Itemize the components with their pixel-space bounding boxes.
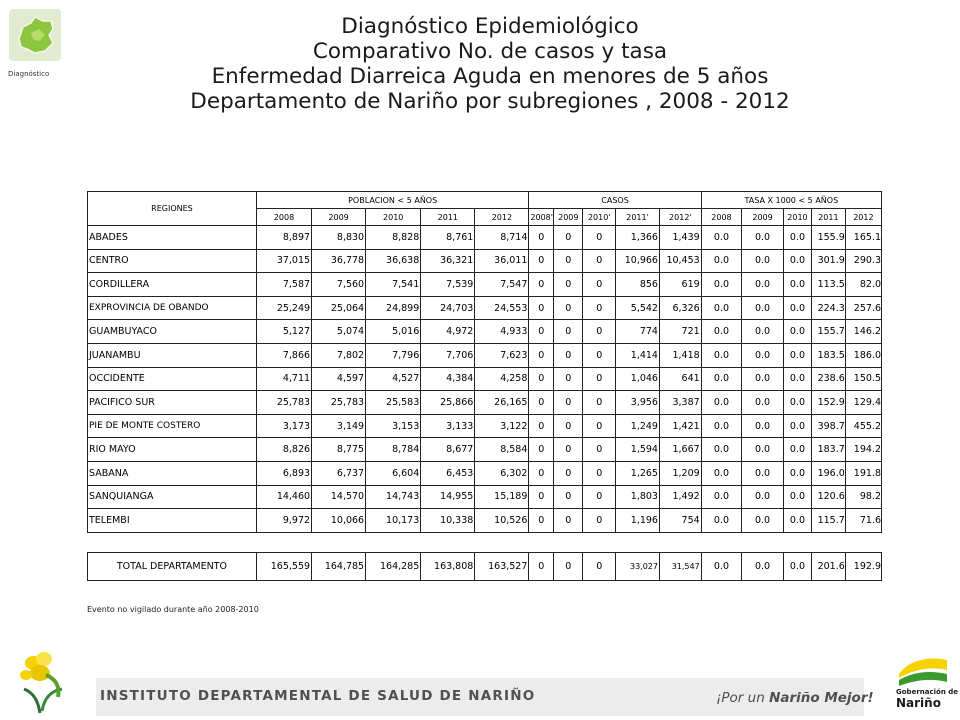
casos-cell: 0 (529, 343, 554, 367)
table-row (88, 509, 882, 533)
poblacion-cell: 4,597 (312, 367, 366, 391)
tasa-cell: 113.5 (812, 273, 846, 297)
poblacion-cell: 10,526 (475, 509, 529, 533)
tasa-year-header: 2011 (812, 209, 846, 226)
casos-year-header: 2012' (659, 209, 701, 226)
tasa-cell: 0.0 (742, 320, 784, 344)
tasa-cell: 0.0 (701, 367, 742, 391)
tasa-cell: 192.9 (845, 552, 881, 580)
casos-cell: 856 (616, 273, 660, 297)
casos-cell: 1,265 (616, 461, 660, 485)
casos-cell: 0 (583, 367, 616, 391)
tasa-cell: 0.0 (742, 296, 784, 320)
casos-cell: 0 (554, 461, 583, 485)
poblacion-cell: 25,583 (366, 391, 421, 415)
tasa-cell: 0.0 (742, 509, 784, 533)
poblacion-cell: 3,149 (312, 414, 366, 438)
regions-header: REGIONES (88, 192, 257, 226)
region-name: TOTAL DEPARTAMENTO (88, 552, 257, 580)
casos-cell: 0 (583, 391, 616, 415)
region-name: RIO MAYO (88, 438, 257, 462)
casos-cell: 774 (616, 320, 660, 344)
region-name: PIE DE MONTE COSTERO (88, 414, 257, 438)
region-name: OCCIDENTE (88, 367, 257, 391)
poblacion-cell: 8,897 (256, 226, 311, 250)
casos-cell: 3,956 (616, 391, 660, 415)
logo-caption: Diagnóstico (8, 70, 50, 78)
tasa-cell: 0.0 (701, 320, 742, 344)
casos-cell: 1,046 (616, 367, 660, 391)
casos-cell: 10,966 (616, 249, 660, 273)
footnote: Evento no vigilado durante año 2008-2010 (87, 605, 259, 614)
slogan (716, 690, 874, 706)
tasa-cell: 0.0 (783, 485, 811, 509)
tasa-cell: 150.5 (845, 367, 881, 391)
tasa-cell: 0.0 (742, 249, 784, 273)
casos-year-header: 2009 (554, 209, 583, 226)
region-name: GUAMBUYACO (88, 320, 257, 344)
poblacion-cell: 7,796 (366, 343, 421, 367)
tasa-cell: 186.0 (845, 343, 881, 367)
tasa-cell: 146.2 (845, 320, 881, 344)
poblacion-cell: 10,173 (366, 509, 421, 533)
poblacion-cell: 5,074 (312, 320, 366, 344)
poblacion-cell: 4,384 (421, 367, 475, 391)
poblacion-cell: 3,133 (421, 414, 475, 438)
casos-cell: 619 (659, 273, 701, 297)
narino-map-icon (9, 9, 61, 61)
casos-cell: 1,414 (616, 343, 660, 367)
tasa-cell: 0.0 (742, 226, 784, 250)
poblacion-cell: 5,016 (366, 320, 421, 344)
casos-cell: 1,209 (659, 461, 701, 485)
casos-cell: 0 (583, 296, 616, 320)
tasa-cell: 0.0 (783, 367, 811, 391)
casos-cell: 0 (554, 249, 583, 273)
poblacion-cell: 165,559 (256, 552, 311, 580)
table-row (88, 226, 882, 250)
poblacion-cell: 164,285 (366, 552, 421, 580)
poblacion-cell: 7,560 (312, 273, 366, 297)
casos-cell: 0 (583, 249, 616, 273)
tasa-cell: 194.2 (845, 438, 881, 462)
poblacion-cell: 8,677 (421, 438, 475, 462)
tasa-cell: 0.0 (742, 414, 784, 438)
casos-cell: 0 (529, 249, 554, 273)
slogan-prefix: ¡Por un (716, 690, 770, 706)
region-name: SABANA (88, 461, 257, 485)
casos-cell: 6,326 (659, 296, 701, 320)
casos-cell: 0 (554, 485, 583, 509)
tasa-cell: 201.6 (812, 552, 846, 580)
poblacion-cell: 4,258 (475, 367, 529, 391)
epidemiology-table (87, 191, 882, 581)
casos-cell: 1,667 (659, 438, 701, 462)
poblacion-cell: 163,808 (421, 552, 475, 580)
tasa-cell: 0.0 (742, 461, 784, 485)
tasa-cell: 0.0 (701, 485, 742, 509)
casos-cell: 0 (529, 552, 554, 580)
tasa-cell: 183.7 (812, 438, 846, 462)
diagnostico-logo (9, 9, 61, 61)
casos-cell: 0 (583, 273, 616, 297)
tasa-cell: 0.0 (783, 461, 811, 485)
poblacion-cell: 36,011 (475, 249, 529, 273)
casos-cell: 0 (554, 414, 583, 438)
poblacion-cell: 3,153 (366, 414, 421, 438)
poblacion-cell: 8,826 (256, 438, 311, 462)
tasa-cell: 183.5 (812, 343, 846, 367)
poblacion-cell: 25,783 (256, 391, 311, 415)
poblacion-cell: 4,933 (475, 320, 529, 344)
casos-cell: 0 (529, 367, 554, 391)
tasa-cell: 455.2 (845, 414, 881, 438)
casos-year-header: 2011' (616, 209, 660, 226)
tasa-cell: 301.9 (812, 249, 846, 273)
poblacion-cell: 3,173 (256, 414, 311, 438)
pob-year-header: 2012 (475, 209, 529, 226)
tasa-cell: 0.0 (701, 552, 742, 580)
poblacion-cell: 36,321 (421, 249, 475, 273)
tasa-year-header: 2009 (742, 209, 784, 226)
poblacion-cell: 6,453 (421, 461, 475, 485)
poblacion-cell: 10,066 (312, 509, 366, 533)
poblacion-cell: 15,189 (475, 485, 529, 509)
tasa-cell: 155.7 (812, 320, 846, 344)
gobernacion-line1: Gobernación de (896, 688, 959, 696)
casos-cell: 10,453 (659, 249, 701, 273)
casos-cell: 0 (554, 343, 583, 367)
table-row (88, 367, 882, 391)
poblacion-cell: 37,015 (256, 249, 311, 273)
casos-cell: 1,803 (616, 485, 660, 509)
tasa-cell: 0.0 (742, 391, 784, 415)
tasa-cell: 238.6 (812, 367, 846, 391)
poblacion-cell: 7,802 (312, 343, 366, 367)
casos-cell: 0 (554, 391, 583, 415)
table-row (88, 343, 882, 367)
tasa-cell: 0.0 (783, 320, 811, 344)
casos-cell: 0 (583, 320, 616, 344)
casos-cell: 5,542 (616, 296, 660, 320)
table-row (88, 414, 882, 438)
poblacion-cell: 7,541 (366, 273, 421, 297)
casos-cell: 0 (583, 343, 616, 367)
poblacion-cell: 163,527 (475, 552, 529, 580)
poblacion-cell: 26,165 (475, 391, 529, 415)
casos-cell: 0 (529, 273, 554, 297)
pob-year-header: 2008 (256, 209, 311, 226)
casos-cell: 1,492 (659, 485, 701, 509)
casos-cell: 0 (583, 461, 616, 485)
casos-cell: 0 (583, 552, 616, 580)
poblacion-cell: 25,866 (421, 391, 475, 415)
poblacion-cell: 14,460 (256, 485, 311, 509)
casos-cell: 0 (554, 367, 583, 391)
poblacion-cell: 14,955 (421, 485, 475, 509)
poblacion-cell: 14,743 (366, 485, 421, 509)
tasa-cell: 0.0 (783, 296, 811, 320)
region-name: TELEMBI (88, 509, 257, 533)
poblacion-header: POBLACION < 5 AÑOS (256, 192, 529, 209)
poblacion-cell: 4,711 (256, 367, 311, 391)
casos-cell: 0 (529, 226, 554, 250)
poblacion-cell: 3,122 (475, 414, 529, 438)
poblacion-cell: 7,706 (421, 343, 475, 367)
table-row (88, 485, 882, 509)
tasa-cell: 398.7 (812, 414, 846, 438)
poblacion-cell: 24,553 (475, 296, 529, 320)
casos-cell: 0 (554, 296, 583, 320)
pob-year-header: 2011 (421, 209, 475, 226)
casos-year-header: 2010' (583, 209, 616, 226)
poblacion-cell: 24,703 (421, 296, 475, 320)
poblacion-cell: 8,830 (312, 226, 366, 250)
tasa-cell: 0.0 (742, 485, 784, 509)
poblacion-cell: 8,828 (366, 226, 421, 250)
poblacion-cell: 25,783 (312, 391, 366, 415)
casos-cell: 1,366 (616, 226, 660, 250)
tasa-cell: 0.0 (783, 249, 811, 273)
spacer-cell (88, 532, 882, 552)
poblacion-cell: 8,761 (421, 226, 475, 250)
tasa-cell: 0.0 (783, 273, 811, 297)
casos-cell: 1,421 (659, 414, 701, 438)
title-line-4: Departamento de Nariño por subregiones , 2008 - 2012 (190, 89, 790, 114)
institute-name: INSTITUTO DEPARTAMENTAL DE SALUD DE NARIÑO (100, 688, 536, 704)
tasa-cell: 196.0 (812, 461, 846, 485)
table-row (88, 438, 882, 462)
table-row (88, 320, 882, 344)
tasa-cell: 98.2 (845, 485, 881, 509)
tasa-cell: 120.6 (812, 485, 846, 509)
casos-cell: 0 (583, 485, 616, 509)
tasa-year-header: 2010 (783, 209, 811, 226)
table-row (88, 296, 882, 320)
casos-cell: 0 (529, 320, 554, 344)
casos-cell: 0 (554, 509, 583, 533)
tasa-cell: 71.6 (845, 509, 881, 533)
region-name: CORDILLERA (88, 273, 257, 297)
tasa-cell: 0.0 (742, 552, 784, 580)
tasa-cell: 224.3 (812, 296, 846, 320)
poblacion-cell: 8,775 (312, 438, 366, 462)
poblacion-cell: 7,866 (256, 343, 311, 367)
tasa-cell: 0.0 (742, 273, 784, 297)
flower-logo-icon (10, 645, 80, 715)
casos-cell: 1,439 (659, 226, 701, 250)
casos-cell: 0 (583, 226, 616, 250)
poblacion-cell: 8,784 (366, 438, 421, 462)
casos-cell: 754 (659, 509, 701, 533)
casos-cell: 3,387 (659, 391, 701, 415)
casos-cell: 0 (554, 438, 583, 462)
table-row (88, 391, 882, 415)
casos-cell: 0 (529, 461, 554, 485)
pob-year-header: 2010 (366, 209, 421, 226)
slogan-bold: Nariño Mejor! (769, 690, 874, 706)
poblacion-cell: 36,638 (366, 249, 421, 273)
casos-cell: 0 (529, 414, 554, 438)
poblacion-cell: 25,249 (256, 296, 311, 320)
poblacion-cell: 24,899 (366, 296, 421, 320)
spacer-row (88, 532, 882, 552)
tasa-header: TASA X 1000 < 5 AÑOS (701, 192, 881, 209)
tasa-cell: 0.0 (742, 367, 784, 391)
title-line-3: Enfermedad Diarreica Aguda en menores de 5 años (211, 64, 769, 89)
tasa-cell: 0.0 (701, 343, 742, 367)
casos-cell: 0 (529, 391, 554, 415)
casos-cell: 0 (554, 320, 583, 344)
tasa-cell: 165.1 (845, 226, 881, 250)
casos-cell: 1,249 (616, 414, 660, 438)
casos-header: CASOS (529, 192, 701, 209)
poblacion-cell: 7,547 (475, 273, 529, 297)
poblacion-cell: 7,623 (475, 343, 529, 367)
total-row (88, 552, 882, 580)
casos-cell: 1,418 (659, 343, 701, 367)
casos-cell: 0 (554, 273, 583, 297)
poblacion-cell: 4,527 (366, 367, 421, 391)
casos-cell: 641 (659, 367, 701, 391)
casos-cell: 1,594 (616, 438, 660, 462)
tasa-cell: 0.0 (783, 414, 811, 438)
tasa-year-header: 2008 (701, 209, 742, 226)
casos-cell: 721 (659, 320, 701, 344)
table-row (88, 249, 882, 273)
poblacion-cell: 8,714 (475, 226, 529, 250)
tasa-year-header: 2012 (845, 209, 881, 226)
tasa-cell: 0.0 (701, 509, 742, 533)
casos-cell: 0 (583, 509, 616, 533)
casos-cell: 0 (554, 226, 583, 250)
table-row (88, 461, 882, 485)
tasa-cell: 191.8 (845, 461, 881, 485)
casos-cell: 0 (529, 509, 554, 533)
poblacion-cell: 7,539 (421, 273, 475, 297)
tasa-cell: 129.4 (845, 391, 881, 415)
casos-cell: 0 (583, 438, 616, 462)
tasa-cell: 0.0 (701, 273, 742, 297)
tasa-cell: 0.0 (783, 509, 811, 533)
poblacion-cell: 36,778 (312, 249, 366, 273)
poblacion-cell: 14,570 (312, 485, 366, 509)
tasa-cell: 0.0 (742, 438, 784, 462)
poblacion-cell: 4,972 (421, 320, 475, 344)
region-name: CENTRO (88, 249, 257, 273)
poblacion-cell: 6,604 (366, 461, 421, 485)
tasa-cell: 152.9 (812, 391, 846, 415)
poblacion-cell: 6,302 (475, 461, 529, 485)
poblacion-cell: 10,338 (421, 509, 475, 533)
tasa-cell: 0.0 (701, 461, 742, 485)
tasa-cell: 0.0 (701, 296, 742, 320)
tasa-cell: 0.0 (783, 226, 811, 250)
poblacion-cell: 164,785 (312, 552, 366, 580)
casos-year-header: 2008' (529, 209, 554, 226)
casos-cell: 33,027 (616, 552, 660, 580)
tasa-cell: 82.0 (845, 273, 881, 297)
region-name: PACIFICO SUR (88, 391, 257, 415)
casos-cell: 0 (583, 414, 616, 438)
poblacion-cell: 8,584 (475, 438, 529, 462)
poblacion-cell: 9,972 (256, 509, 311, 533)
page-title (90, 14, 890, 114)
casos-cell: 0 (529, 485, 554, 509)
tasa-cell: 0.0 (701, 414, 742, 438)
casos-cell: 1,196 (616, 509, 660, 533)
tasa-cell: 0.0 (701, 226, 742, 250)
tasa-cell: 0.0 (701, 391, 742, 415)
poblacion-cell: 25,064 (312, 296, 366, 320)
tasa-cell: 155.9 (812, 226, 846, 250)
tasa-cell: 0.0 (783, 552, 811, 580)
poblacion-cell: 5,127 (256, 320, 311, 344)
tasa-cell: 290.3 (845, 249, 881, 273)
tasa-cell: 0.0 (783, 438, 811, 462)
poblacion-cell: 6,893 (256, 461, 311, 485)
pob-year-header: 2009 (312, 209, 366, 226)
region-name: EXPROVINCIA DE OBANDO (88, 296, 257, 320)
table-row (88, 273, 882, 297)
tasa-cell: 0.0 (701, 249, 742, 273)
tasa-cell: 0.0 (783, 391, 811, 415)
region-name: SANQUIANGA (88, 485, 257, 509)
casos-cell: 31,547 (659, 552, 701, 580)
tasa-cell: 0.0 (783, 343, 811, 367)
tasa-cell: 257.6 (845, 296, 881, 320)
region-name: JUANAMBU (88, 343, 257, 367)
tasa-cell: 115.7 (812, 509, 846, 533)
tasa-cell: 0.0 (701, 438, 742, 462)
casos-cell: 0 (529, 438, 554, 462)
casos-cell: 0 (529, 296, 554, 320)
gobernacion-line2: Nariño (896, 696, 941, 710)
region-name: ABADES (88, 226, 257, 250)
poblacion-cell: 7,587 (256, 273, 311, 297)
poblacion-cell: 6,737 (312, 461, 366, 485)
title-line-1: Diagnóstico Epidemiológico (341, 14, 639, 39)
tasa-cell: 0.0 (742, 343, 784, 367)
title-line-2: Comparativo No. de casos y tasa (312, 39, 668, 64)
casos-cell: 0 (554, 552, 583, 580)
